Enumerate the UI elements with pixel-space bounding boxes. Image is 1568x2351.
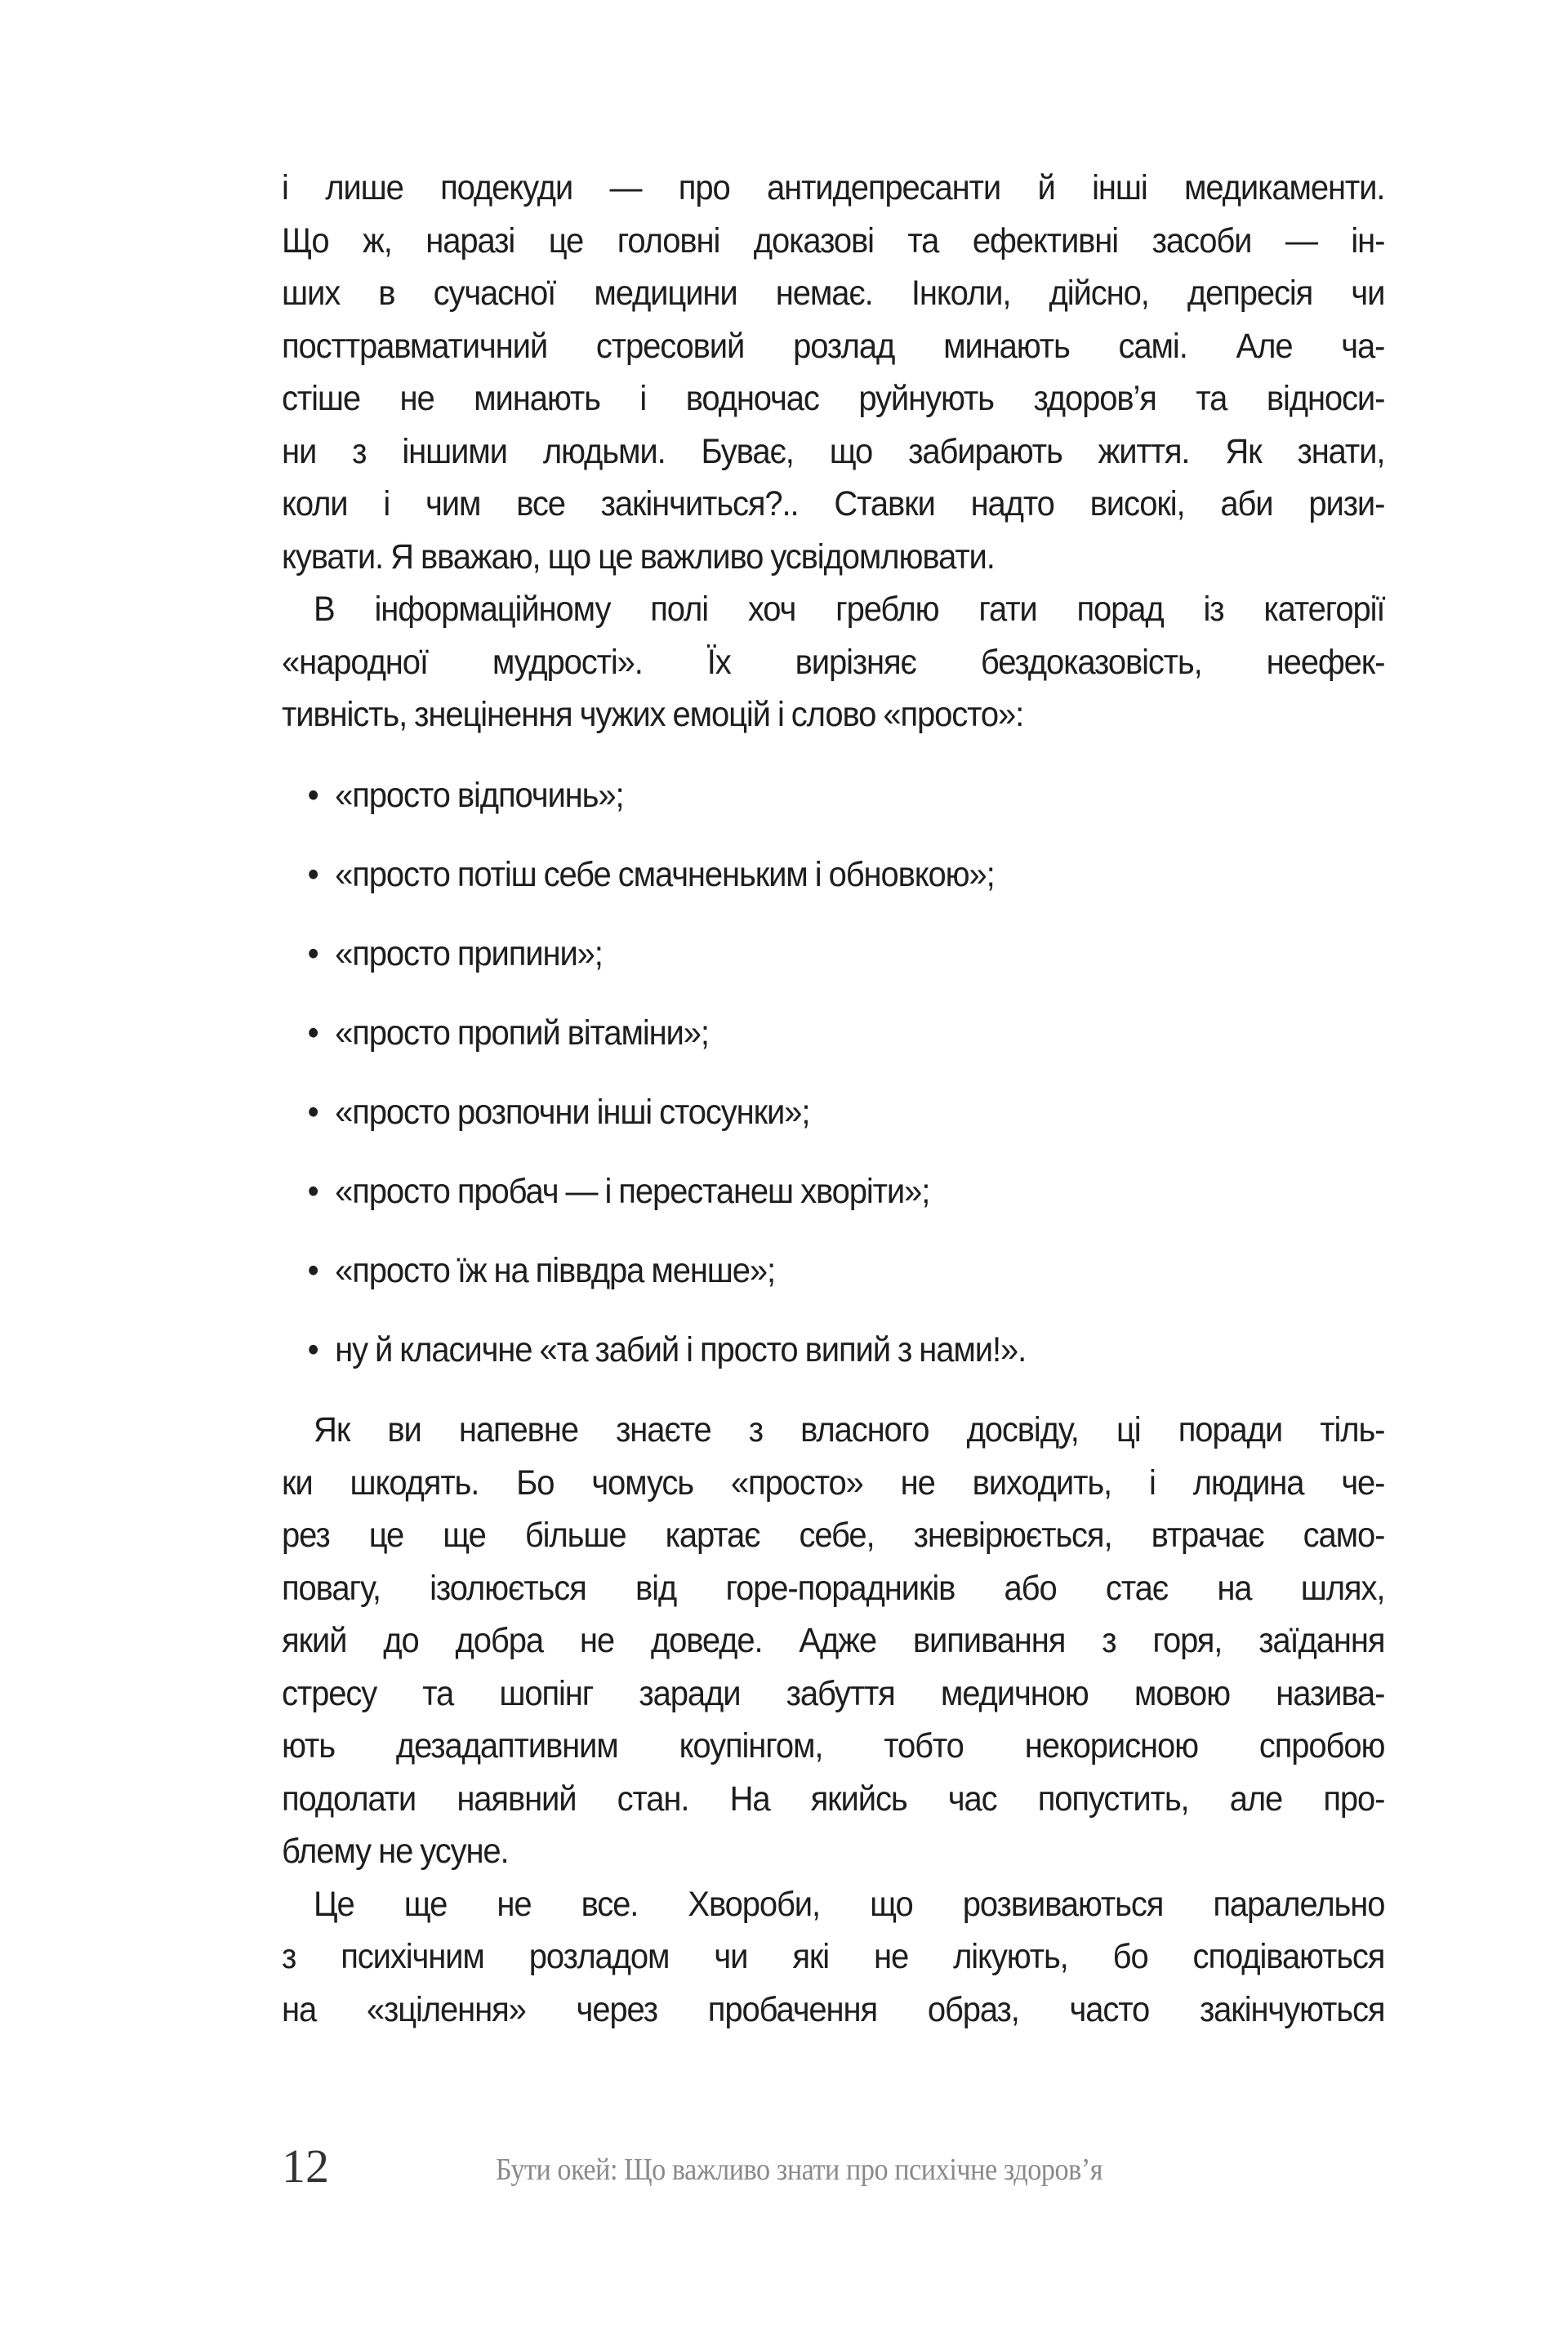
paragraph-4 [282,1878,1384,2037]
bullet-icon: • [307,775,318,815]
paragraph-1 [282,162,1384,583]
text-line: повагу, ізолюється від горе-порадників або стає на шлях, [282,1568,1385,1608]
list-item-text: «просто їж на піввдра менше»; [335,1250,776,1290]
list-item [282,1324,1384,1377]
text-line: кувати. Я вважаю, що це важливо усвідомлювати. [282,537,995,577]
text-line: блему не усуне. [282,1832,509,1871]
bullet-icon: • [307,1013,318,1053]
text-line: В інформаційному полі хоч греблю гати порад із категорії [314,590,1385,629]
bullet-icon: • [307,1250,318,1290]
paragraph-3 [282,1404,1384,1878]
list-item-text: «просто потіш себе смачненьким і обновкою»; [335,854,995,894]
text-line: Що ж, наразі це головні доказові та ефективні засоби — ін- [282,220,1385,260]
text-line: коли і чим все закінчиться?.. Ставки надто високі, аби ризи- [282,484,1385,523]
page-number: 12 [282,2139,329,2193]
bullet-icon: • [307,1171,318,1211]
page-body [282,162,1384,2036]
text-line: ни з іншими людьми. Буває, що забирають життя. Як знати, [282,431,1385,471]
text-line: на «зцілення» через пробачення образ, часто закінчуються [282,1989,1385,2029]
text-line: посттравматичний стресовий розлад минають самі. Але ча- [282,326,1385,366]
bullet-icon: • [307,933,318,973]
text-line: який до добра не доведе. Адже випивання з горя, заїдання [282,1621,1385,1660]
list-item [282,1165,1384,1245]
bullet-icon: • [307,1329,318,1369]
text-line: ки шкодять. Бо чомусь «просто» не виходить, і людина че- [282,1463,1385,1503]
bullet-icon: • [307,1092,318,1132]
list-item [282,928,1384,1007]
text-line: Це ще не все. Хвороби, що розвиваються паралельно [314,1884,1385,1924]
text-line: ших в сучасної медицини немає. Інколи, дійсно, депресія чи [282,274,1385,313]
list-item [282,769,1384,848]
list-item [282,1245,1384,1324]
list-item-text: «просто припини»; [335,933,603,973]
text-line: ють дезадаптивним коупінгом, тобто некорисною спробою [282,1726,1385,1765]
list-item [282,848,1384,928]
list-item-text: «просто пропий вітаміни»; [335,1013,709,1053]
list-item-text: ну й класичне «та забий і просто випий з нами!». [335,1329,1027,1369]
text-line: стресу та шопінг заради забуття медичною мовою назива- [282,1673,1385,1713]
text-line: «народної мудрості». Їх вирізняє бездоказовість, неефек- [282,642,1385,682]
running-title: Бути окей: Що важливо знати про психічне здоров’я [496,2153,1103,2187]
text-line: подолати наявний стан. На якийсь час попустить, але про- [282,1779,1385,1819]
paragraph-2 [282,583,1384,741]
list-item-text: «просто пробач — і перестанеш хворіти»; [335,1171,930,1211]
bullet-icon: • [307,854,318,894]
advice-list [282,769,1384,1377]
list-item [282,1007,1384,1086]
text-line: Як ви напевне знаєте з власного досвіду, ці поради тіль- [314,1410,1385,1449]
text-line: стіше не минають і водночас руйнують здоров’я та відноси- [282,379,1385,418]
text-line: рез це ще більше картає себе, зневірюється, втрачає само- [282,1516,1385,1555]
list-item-text: «просто розпочни інші стосунки»; [335,1092,810,1132]
list-item [282,1086,1384,1165]
text-line: з психічним розладом чи які не лікують, бо сподіваються [282,1937,1385,1976]
list-item-text: «просто відпочинь»; [335,775,624,815]
text-line: тивність, знецінення чужих емоцій і слово «просто»: [282,695,1024,734]
text-line: і лише подекуди — про антидепресанти й інші медикаменти. [282,168,1385,207]
page-footer [282,2138,1384,2203]
